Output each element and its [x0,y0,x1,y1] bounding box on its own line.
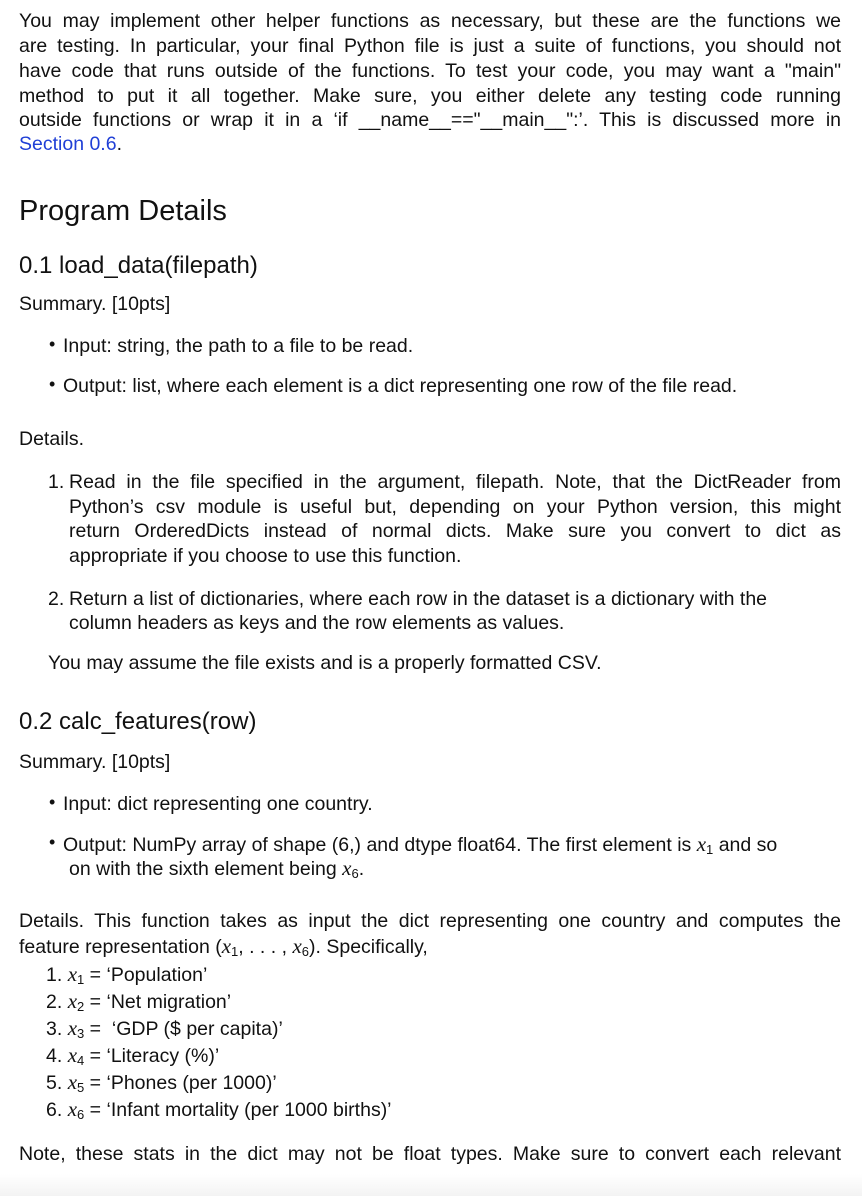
bullet-dot: • [49,832,56,852]
program-details-heading: Program Details [19,195,227,227]
math-var: x [221,934,232,958]
feature-item [46,1097,392,1121]
section-0-2-bullet-output-line1 [63,832,777,856]
intro-line-2: are testing. In particular, your final Python file is just a suite of functions, you should not [19,35,841,57]
math-sub: 4 [77,1053,85,1068]
list-number: 6. [46,1099,63,1121]
section-0-1-item1-line4: appropriate if you choose to use this function. [69,545,462,567]
output-text: and so [718,834,778,856]
section-0-1-bullet-output: Output: list, where each element is a dict representing one row of the file read. [63,375,738,397]
feature-label: ‘Population’ [106,964,208,986]
section-0-1-item1-line2: Python’s csv module is useful but, depending on your Python version, this might [69,496,841,518]
details-text: feature representation ( [19,936,222,958]
section-0-2-details-line1: Details. This function takes as input the dict representing one country and computes the [19,910,841,932]
section-0-1-title: 0.1 load_data(filepath) [19,252,258,279]
math-sub: 6 [77,1107,85,1122]
feature-label: ‘Literacy (%)’ [106,1045,220,1067]
feature-label: ‘Infant mortality (per 1000 births)’ [106,1099,392,1121]
section-0-1-item2-line2: column headers as keys and the row elements as values. [69,612,565,634]
list-number: 1. [48,471,65,493]
intro-line-4: method to put it all together. Make sure, you either delete any testing code running [19,85,841,107]
section-0-1-note: You may assume the file exists and is a properly formatted CSV. [48,652,602,674]
feature-item [46,989,231,1013]
math-var: x [67,989,78,1013]
output-text: . [358,858,365,880]
feature-label: ‘GDP ($ per capita)’ [106,1018,283,1040]
math-var: x [292,934,302,958]
section-0-1-item2-line1: Return a list of dictionaries, where each row in the dataset is a dictionary with the [69,588,768,610]
section-0-2-bullet-output-line2 [69,856,364,880]
intro-line-6 [19,132,122,156]
math-var: x [67,1097,78,1121]
section-0-2-title: 0.2 calc_features(row) [19,708,257,735]
list-number: 1. [46,964,63,986]
feature-label: ‘Net migration’ [106,991,232,1013]
section-0-1-item1-line1: Read in the file specified in the argument, filepath. Note, that the DictReader from [69,471,841,493]
math-sub: 1 [706,842,714,857]
math-var: x [67,1016,78,1040]
list-number: 2. [48,588,65,610]
equals-sign: = [89,1018,102,1040]
feature-item [46,1043,219,1067]
math-var: x [67,1043,78,1067]
intro-line-3: have code that runs outside of the functions. To test your code, you may want a "main" [19,60,841,82]
intro-line-5: outside functions or wrap it in a ‘if __name__=="__main__":’. This is discussed more in [19,109,841,131]
details-text: ). Specifically, [309,936,428,958]
details-text: , . . . , [238,936,288,958]
list-number: 3. [46,1018,63,1040]
equals-sign: = [89,1099,102,1121]
feature-item [46,1016,283,1040]
equals-sign: = [89,1072,102,1094]
math-sub: 1 [77,972,85,987]
output-text: Output: NumPy array of shape (6,) and dtype float64. The first element is [63,834,692,856]
page-bottom-fade [0,1174,862,1196]
intro-link-suffix: . [116,133,122,155]
math-var: x [67,962,78,986]
feature-label: ‘Phones (per 1000)’ [106,1072,277,1094]
bullet-dot: • [49,374,56,394]
list-number: 2. [46,991,63,1013]
section-0-1-bullet-input: Input: string, the path to a file to be read. [63,335,414,357]
section-0-2-details-line2 [19,934,428,958]
section-0-2-bullet-input: Input: dict representing one country. [63,793,373,815]
math-sub: 2 [77,999,85,1014]
feature-item [46,962,207,986]
equals-sign: = [89,964,102,986]
math-var: x [696,832,707,856]
bullet-dot: • [49,334,56,354]
equals-sign: = [89,991,102,1013]
section-0-1-details-label: Details. [19,428,85,450]
section-0-1-summary: Summary. [10pts] [19,293,171,315]
feature-item [46,1070,277,1094]
section-link[interactable]: Section 0.6 [19,133,117,155]
bullet-dot: • [49,792,56,812]
list-number: 4. [46,1045,63,1067]
math-sub: 3 [77,1026,85,1041]
output-text: on with the sixth element being [69,858,337,880]
math-sub: 1 [231,944,239,959]
list-number: 5. [46,1072,63,1094]
section-0-2-note: Note, these stats in the dict may not be float types. Make sure to convert each relevant [19,1143,841,1165]
section-0-2-summary: Summary. [10pts] [19,751,171,773]
math-var: x [342,856,352,880]
section-0-1-item1-line3: return OrderedDicts instead of normal dicts. Make sure you convert to dict as [69,520,841,542]
math-sub: 5 [77,1080,85,1095]
math-var: x [67,1070,78,1094]
equals-sign: = [89,1045,102,1067]
math-sub: 6 [301,944,310,959]
intro-line-1: You may implement other helper functions as necessary, but these are the functions we [19,10,841,32]
math-sub: 6 [351,866,359,881]
